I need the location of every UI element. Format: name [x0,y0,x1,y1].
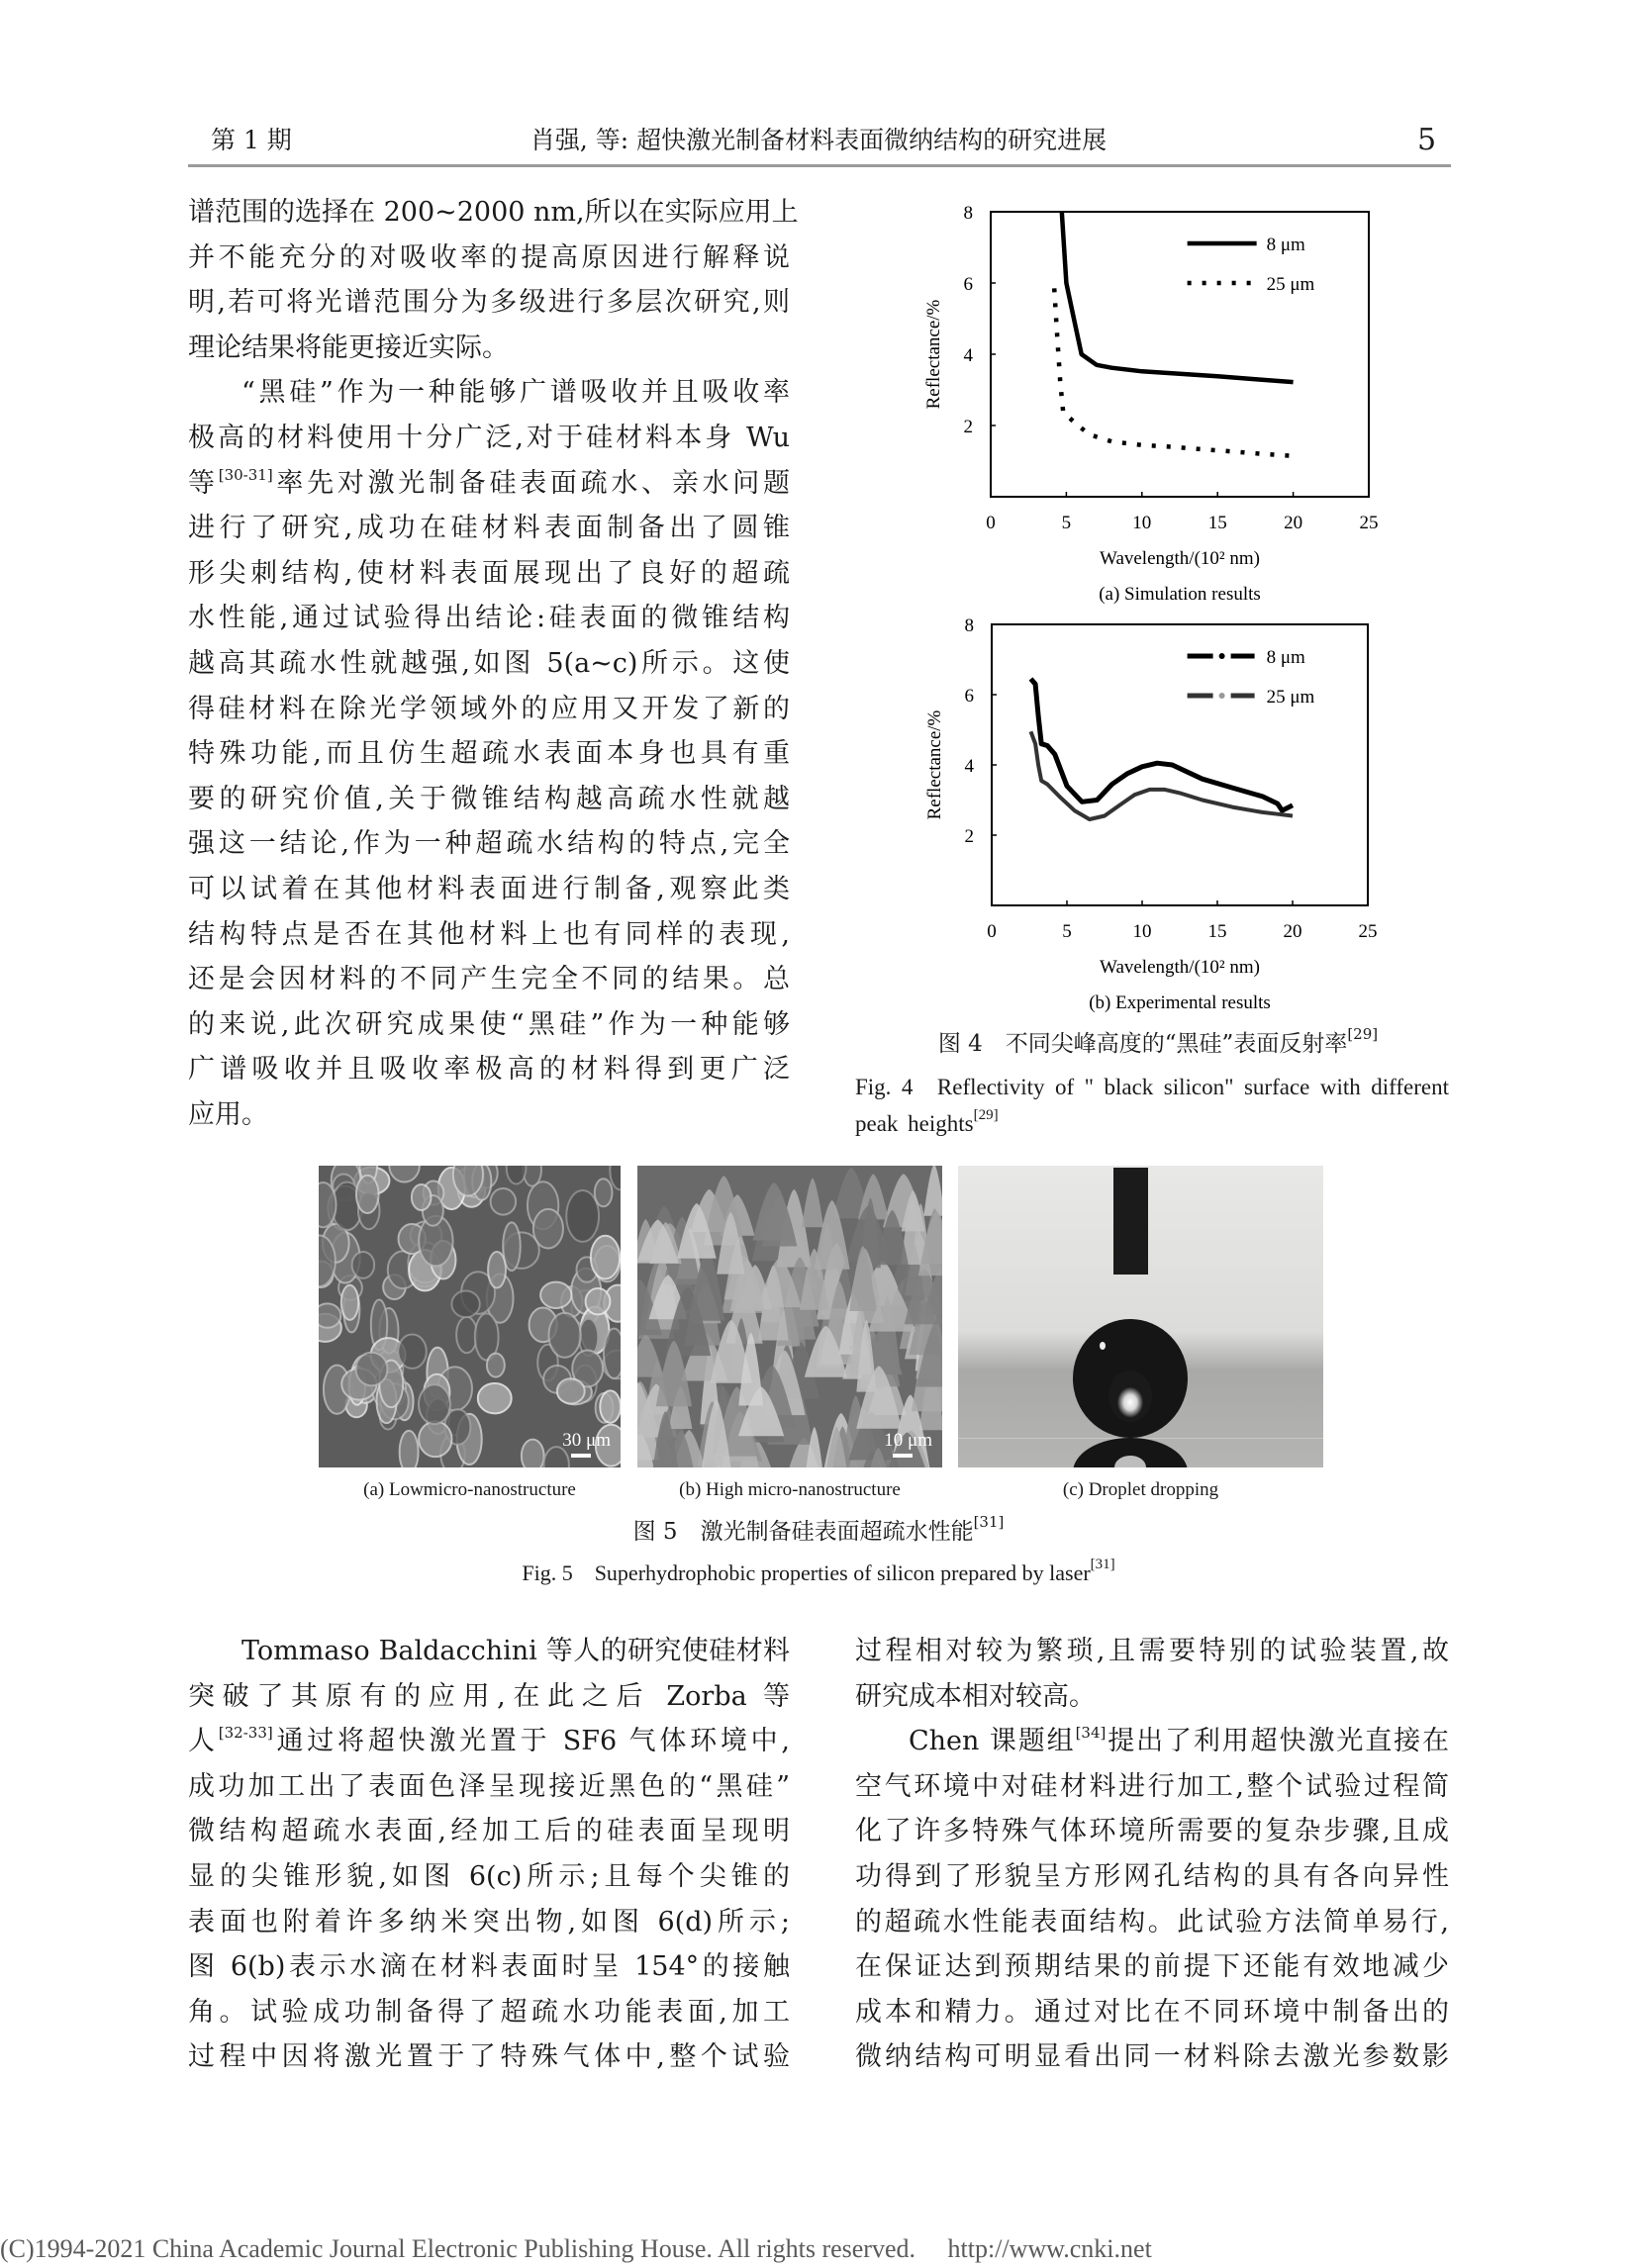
y-axis-label: Reflectance/% [924,709,945,820]
scale-bar [893,1454,913,1458]
text-line [855,1674,1449,1720]
text-segment: 人 [188,1726,219,1757]
text-segment: 在保证达到预期结果的前提下还能有效地减少 [855,1951,1449,1983]
scale-bar-label: 10 μm [884,1430,932,1451]
figure5-caption-cn [0,1513,1637,1546]
chart-simulation-results [911,193,1465,614]
text-line [855,1854,1449,1900]
y-tick-label: 2 [964,826,974,847]
text-segment: 的超疏水性能表面结构。此试验方法简单易行, [855,1906,1449,1937]
x-tick-label: 5 [1061,513,1072,533]
running-title: 肖强, 等: 超快激光制备材料表面微纳结构的研究进展 [530,126,1107,154]
text-segment: 理论结果将能更接近实际。 [188,331,509,363]
text-segment: 强这一结论,作为一种超疏水结构的特点,完全 [188,828,790,860]
needle-icon [1113,1168,1148,1275]
citation-ref: [34] [1075,1724,1107,1743]
figure4-caption-en-ref: [29] [973,1107,999,1123]
x-tick-label: 20 [1283,921,1302,942]
text-line [188,506,790,551]
footer [0,2234,1152,2264]
text-line [855,1809,1449,1854]
chart-caption: (a) Simulation results [1099,584,1261,605]
text-line [188,416,790,461]
text-segment: 显的尖锥形貌,如图 6(c)所示;且每个尖锥的 [188,1860,790,1892]
text-line [188,370,790,416]
text-line [188,1854,790,1900]
text-line [188,641,790,687]
x-tick-label: 0 [986,513,996,533]
text-segment: 极高的材料使用十分广泛,对于硅材料本身 Wu [188,422,790,453]
text-line [188,1990,790,2035]
x-tick-label: 15 [1207,513,1227,533]
x-tick-label: 15 [1207,921,1227,942]
text-line [188,1764,790,1810]
text-segment: 过程相对较为繁琐,且需要特别的试验装置,故 [855,1636,1449,1666]
text-segment: 图 6(b)表示水滴在材料表面时呈 154°的接触 [188,1951,790,1983]
text-line [188,596,790,641]
plot-frame [991,212,1369,497]
text-segment: 并不能充分的对吸收率的提高原因进行解释说 [188,241,790,273]
scale-bar-label: 30 μm [562,1430,611,1451]
text-line [188,1944,790,1990]
text-segment: 得硅材料在除光学领域外的应用又开发了新的 [188,693,790,724]
y-tick-label: 6 [964,686,974,707]
figure4-caption-en-line2 [855,1107,999,1137]
text-segment: 进行了研究,成功在硅材料表面制备出了圆锥 [188,513,790,544]
text-segment: 还是会因材料的不同产生完全不同的结果。总 [188,964,790,995]
text-segment: 水性能,通过试验得出结论:硅表面的微锥结构 [188,603,790,634]
text-line [188,1629,790,1674]
chart-experimental-results [911,606,1465,1021]
text-segment: 越高其疏水性就越强,如图 5(a~c)所示。这使 [188,647,790,679]
text-segment: “黑硅”作为一种能够广谱吸收并且吸收率 [241,377,790,409]
plot-frame [992,624,1368,905]
y-tick-label: 8 [963,203,973,224]
text-segment: 成本和精力。通过对比在不同环境中制备出的 [855,1996,1449,2028]
x-tick-label: 5 [1062,921,1072,942]
text-line [188,1092,790,1138]
text-line [188,1809,790,1854]
figure5-caption-en [0,1557,1637,1587]
text-segment: 过程中因将激光置于了特殊气体中,整个试验 [188,2041,790,2073]
text-segment: 表面也附着许多纳米突出物,如图 6(d)所示; [188,1906,790,1937]
text-line [855,1900,1449,1945]
text-segment: 要的研究价值,关于微锥结构越高疏水性就越 [188,783,790,814]
footer-url-link[interactable]: http://www.cnki.net [947,2234,1152,2263]
text-segment: 角。试验成功制备得了超疏水功能表面,加工 [188,1996,790,2028]
legend-swatch-dot [1219,653,1225,659]
x-tick-label: 10 [1132,513,1152,533]
text-line [188,1900,790,1945]
legend-swatch-dot [1219,693,1225,699]
figure4-caption-en-line1: Fig. 4 Reflectivity of " black silicon" surface with different [855,1075,1449,1099]
citation-ref: [30-31] [218,465,273,484]
figure4-caption-cn [911,1025,1405,1058]
figure5b-caption: (b) High micro-nanostructure [679,1479,901,1500]
text-segment: 成功加工出了表面色泽呈现接近黑色的“黑硅” [188,1770,790,1802]
text-segment: 突破了其原有的应用,在此之后 Zorba 等 [188,1680,790,1712]
text-line [188,236,790,281]
text-segment: 形尖刺结构,使材料表面展现出了良好的超疏 [188,557,790,589]
body-text-right-bottom [855,1629,1449,2080]
x-tick-label: 0 [987,921,997,942]
text-line [188,2034,790,2080]
text-segment: 微纳结构可明显看出同一材料除去激光参数影 [855,2041,1449,2073]
x-axis-label: Wavelength/(10² nm) [1100,548,1260,569]
sem-image-high-microstructure [637,1166,942,1467]
text-segment: 提出了利用超快激光直接在 [1106,1726,1450,1757]
citation-ref: [32-33] [218,1724,273,1743]
text-segment: 谱范围的选择在 200~2000 nm,所以在实际应用上 [188,197,799,228]
text-segment: 等 [188,467,219,499]
x-tick-label: 20 [1284,513,1303,533]
scale-bar [571,1454,591,1458]
text-line [188,731,790,777]
y-axis-label: Reflectance/% [923,299,944,410]
x-tick-label: 25 [1358,921,1378,942]
y-tick-label: 2 [963,417,973,437]
text-line [855,1990,1449,2035]
figure4-caption-cn-text: 图 4 不同尖峰高度的“黑硅”表面反射率 [937,1031,1348,1057]
header-rule [188,164,1451,167]
text-segment: 明,若可将光谱范围分为多级进行多层次研究,则 [188,287,790,319]
body-text-left-bottom [188,1629,790,2080]
text-segment: 通过将超快激光置于 SF6 气体环境中, [272,1726,791,1757]
text-line [188,280,790,326]
text-line [188,821,790,867]
text-line [188,687,790,732]
text-segment: Tommaso Baldacchini 等人的研究使硅材料 [241,1636,790,1666]
x-axis-label: Wavelength/(10² nm) [1100,957,1260,978]
y-tick-label: 8 [964,615,974,636]
figure5-caption-en-ref: [31] [1090,1557,1115,1572]
text-segment: Chen 课题组 [909,1726,1076,1757]
text-line [855,2034,1449,2080]
figure4-caption-en-line2-text: peak heights [855,1111,974,1136]
text-line [188,190,799,236]
legend-label: 8 μm [1266,647,1305,668]
text-segment: 微结构超疏水表面,经加工后的硅表面呈现明 [188,1816,790,1847]
text-segment: 结构特点是否在其他材料上也有同样的表现, [188,918,790,950]
figure5-caption-cn-text: 图 5 激光制备硅表面超疏水性能 [632,1519,974,1545]
text-segment: 功得到了形貌呈方形网孔结构的具有各向异性 [855,1860,1449,1892]
text-line [188,1047,790,1092]
figure5-caption-cn-ref: [31] [973,1513,1005,1531]
text-line [188,912,790,958]
text-line [855,1629,1449,1674]
text-segment: 广谱吸收并且吸收率极高的材料得到更广泛 [188,1054,790,1086]
text-segment: 的来说,此次研究成果使“黑硅”作为一种能够 [188,1008,790,1040]
figure5a-caption: (a) Lowmicro-nanostructure [363,1479,576,1500]
page-number: 5 [1417,123,1437,157]
text-segment: 特殊功能,而且仿生超疏水表面本身也具有重 [188,738,790,770]
series-line-0 [1062,212,1294,382]
text-line [188,461,790,507]
droplet-photo [958,1166,1323,1467]
text-segment: 率先对激光制备硅表面疏水、亲水问题 [272,467,791,499]
text-segment: 化了许多特殊气体环境所需要的复杂步骤,且成 [855,1816,1449,1847]
text-line [188,551,790,597]
text-line [188,777,790,822]
chart-caption: (b) Experimental results [1089,992,1271,1013]
sem-image-low-microstructure [319,1166,621,1467]
text-line [188,957,790,1002]
x-tick-label: 10 [1132,921,1152,942]
legend-label: 25 μm [1266,687,1315,708]
text-line [188,1674,790,1720]
text-line [855,1719,1449,1764]
issue-number: 第 1 期 [211,126,292,154]
text-line [188,1002,790,1048]
x-tick-label: 25 [1359,513,1379,533]
legend-label: 25 μm [1266,274,1315,295]
legend-label: 8 μm [1266,235,1305,255]
text-line [188,867,790,912]
figure5c-caption: (c) Droplet dropping [1062,1479,1219,1500]
y-tick-label: 4 [963,345,973,366]
text-segment: 可以试着在其他材料表面进行制备,观察此类 [188,873,790,904]
body-text-left-top [188,190,799,1137]
text-line [855,1944,1449,1990]
text-line [188,1719,790,1764]
text-segment: 研究成本相对较高。 [855,1680,1096,1712]
figure4-caption-cn-ref: [29] [1347,1025,1379,1043]
text-segment: 应用。 [188,1098,268,1130]
text-segment: 空气环境中对硅材料进行加工,整个试验过程简 [855,1770,1449,1802]
text-line [188,326,790,371]
footer-copyright: (C)1994-2021 China Academic Journal Electronic Publishing House. All rights reserved. [0,2234,915,2263]
series-line-1 [1031,731,1294,819]
y-tick-label: 4 [964,756,974,777]
y-tick-label: 6 [963,274,973,295]
text-line [855,1764,1449,1810]
figure5-caption-en-text: Fig. 5 Superhydrophobic properties of silicon prepared by laser [522,1560,1091,1585]
